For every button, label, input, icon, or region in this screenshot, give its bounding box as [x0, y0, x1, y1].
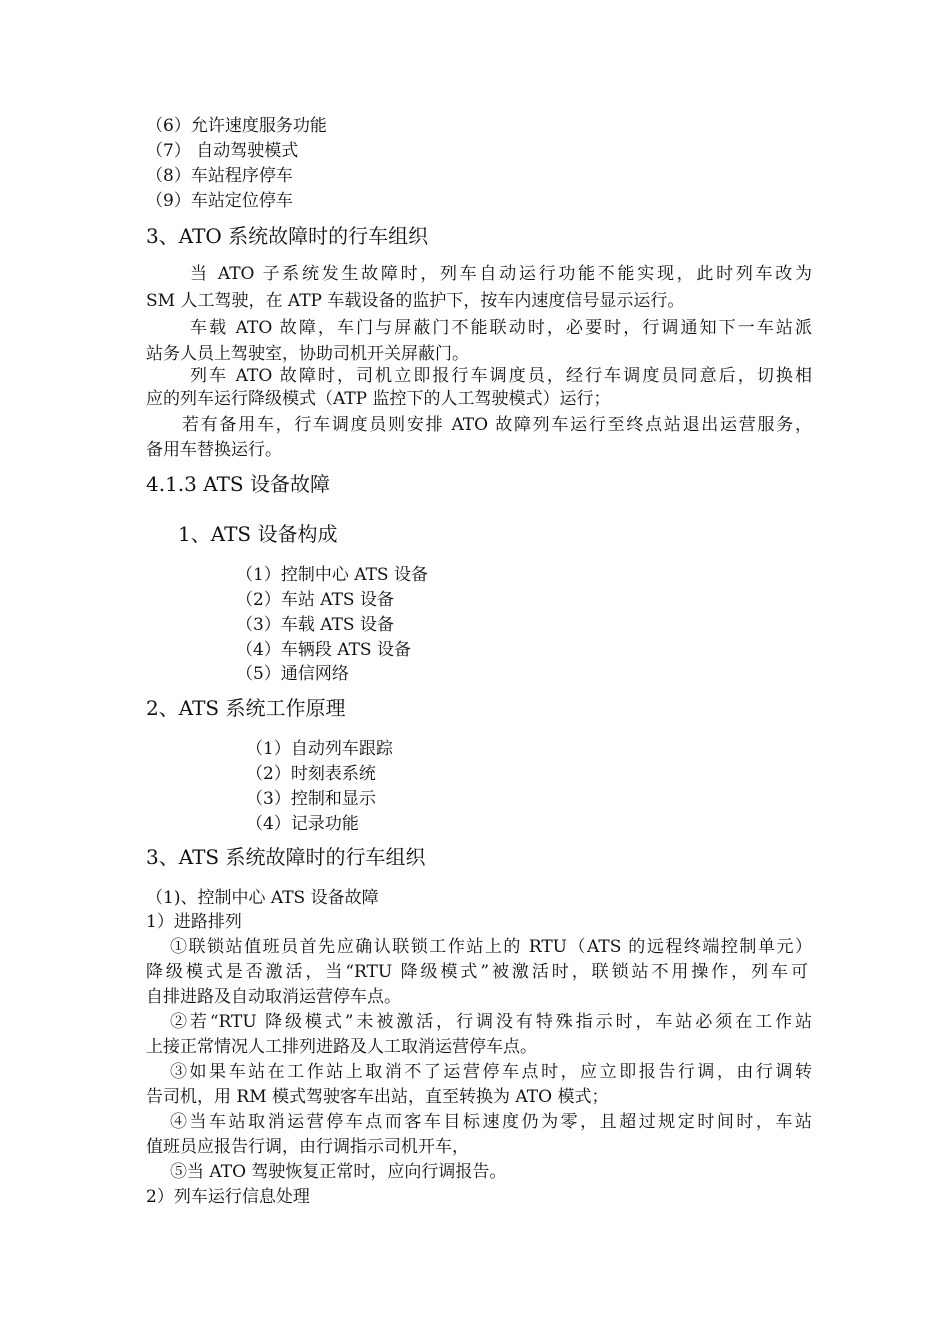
- subsection-heading: 1、ATS 设备构成: [178, 522, 338, 546]
- paragraph-line: 若有备用车，行车调度员则安排 ATO 故障列车运行至终点站退出运营服务，: [182, 415, 812, 435]
- list-item: （7） 自动驾驶模式: [146, 141, 299, 161]
- list-item: （6）允许速度服务功能: [146, 116, 327, 136]
- paragraph-line: ①联锁站值班员首先应确认联锁工作站上的 RTU（ATS 的远程终端控制单元）: [170, 937, 812, 957]
- paragraph-line: 站务人员上驾驶室，协助司机开关屏蔽门。: [146, 344, 469, 364]
- paragraph-line: 应的列车运行降级模式（ATP 监控下的人工驾驶模式）运行；: [146, 389, 611, 409]
- section-heading: 3、ATS 系统故障时的行车组织: [146, 845, 426, 869]
- paragraph-line: SM 人工驾驶，在 ATP 车载设备的监护下，按车内速度信号显示运行。: [146, 291, 685, 311]
- subsection-label: 2）列车运行信息处理: [146, 1187, 310, 1207]
- paragraph-line: 备用车替换运行。: [146, 440, 282, 460]
- list-item: （3）控制和显示: [246, 789, 376, 809]
- list-item: （4）记录功能: [246, 814, 359, 834]
- paragraph-line: 车载 ATO 故障，车门与屏蔽门不能联动时，必要时，行调通知下一车站派: [190, 318, 812, 338]
- list-item: （1）控制中心 ATS 设备: [236, 565, 428, 585]
- list-item: （5）通信网络: [236, 664, 349, 684]
- paragraph-line: 告司机，用 RM 模式驾驶客车出站，直至转换为 ATO 模式；: [146, 1087, 609, 1107]
- paragraph-line: 上接正常情况人工排列进路及人工取消运营停车点。: [146, 1037, 537, 1057]
- list-item: （8）车站程序停车: [146, 166, 293, 186]
- paragraph-line: ⑤当 ATO 驾驶恢复正常时，应向行调报告。: [170, 1162, 507, 1182]
- paragraph-line: 降级模式是否激活，当“RTU 降级模式”被激活时，联锁站不用操作，列车可: [146, 962, 808, 982]
- section-heading: 3、ATO 系统故障时的行车组织: [146, 224, 429, 248]
- list-item: （3）车载 ATS 设备: [236, 615, 394, 635]
- section-heading: 4.1.3 ATS 设备故障: [146, 472, 330, 496]
- paragraph-line: 值班员应报告行调，由行调指示司机开车，: [146, 1137, 469, 1157]
- paragraph-line: 自排进路及自动取消运营停车点。: [146, 987, 401, 1007]
- paragraph-line: ②若“RTU 降级模式”未被激活，行调没有特殊指示时，车站必须在工作站: [170, 1012, 812, 1032]
- section-heading: 2、ATS 系统工作原理: [146, 696, 346, 720]
- list-item: （1）自动列车跟踪: [246, 739, 393, 759]
- paragraph-line: ④当车站取消运营停车点而客车目标速度仍为零，且超过规定时间时，车站: [170, 1112, 812, 1132]
- list-item: （9）车站定位停车: [146, 191, 293, 211]
- paragraph-line: ③如果车站在工作站上取消不了运营停车点时，应立即报告行调，由行调转: [170, 1062, 812, 1082]
- list-item: （2）车站 ATS 设备: [236, 590, 394, 610]
- subsection-label: 1）进路排列: [146, 912, 242, 932]
- subsection-label: （1)、控制中心 ATS 设备故障: [146, 888, 379, 908]
- paragraph-line: 列车 ATO 故障时，司机立即报行车调度员，经行车调度员同意后，切换相: [190, 366, 812, 386]
- paragraph-line: 当 ATO 子系统发生故障时，列车自动运行功能不能实现，此时列车改为: [190, 264, 812, 284]
- list-item: （2）时刻表系统: [246, 764, 376, 784]
- list-item: （4）车辆段 ATS 设备: [236, 640, 411, 660]
